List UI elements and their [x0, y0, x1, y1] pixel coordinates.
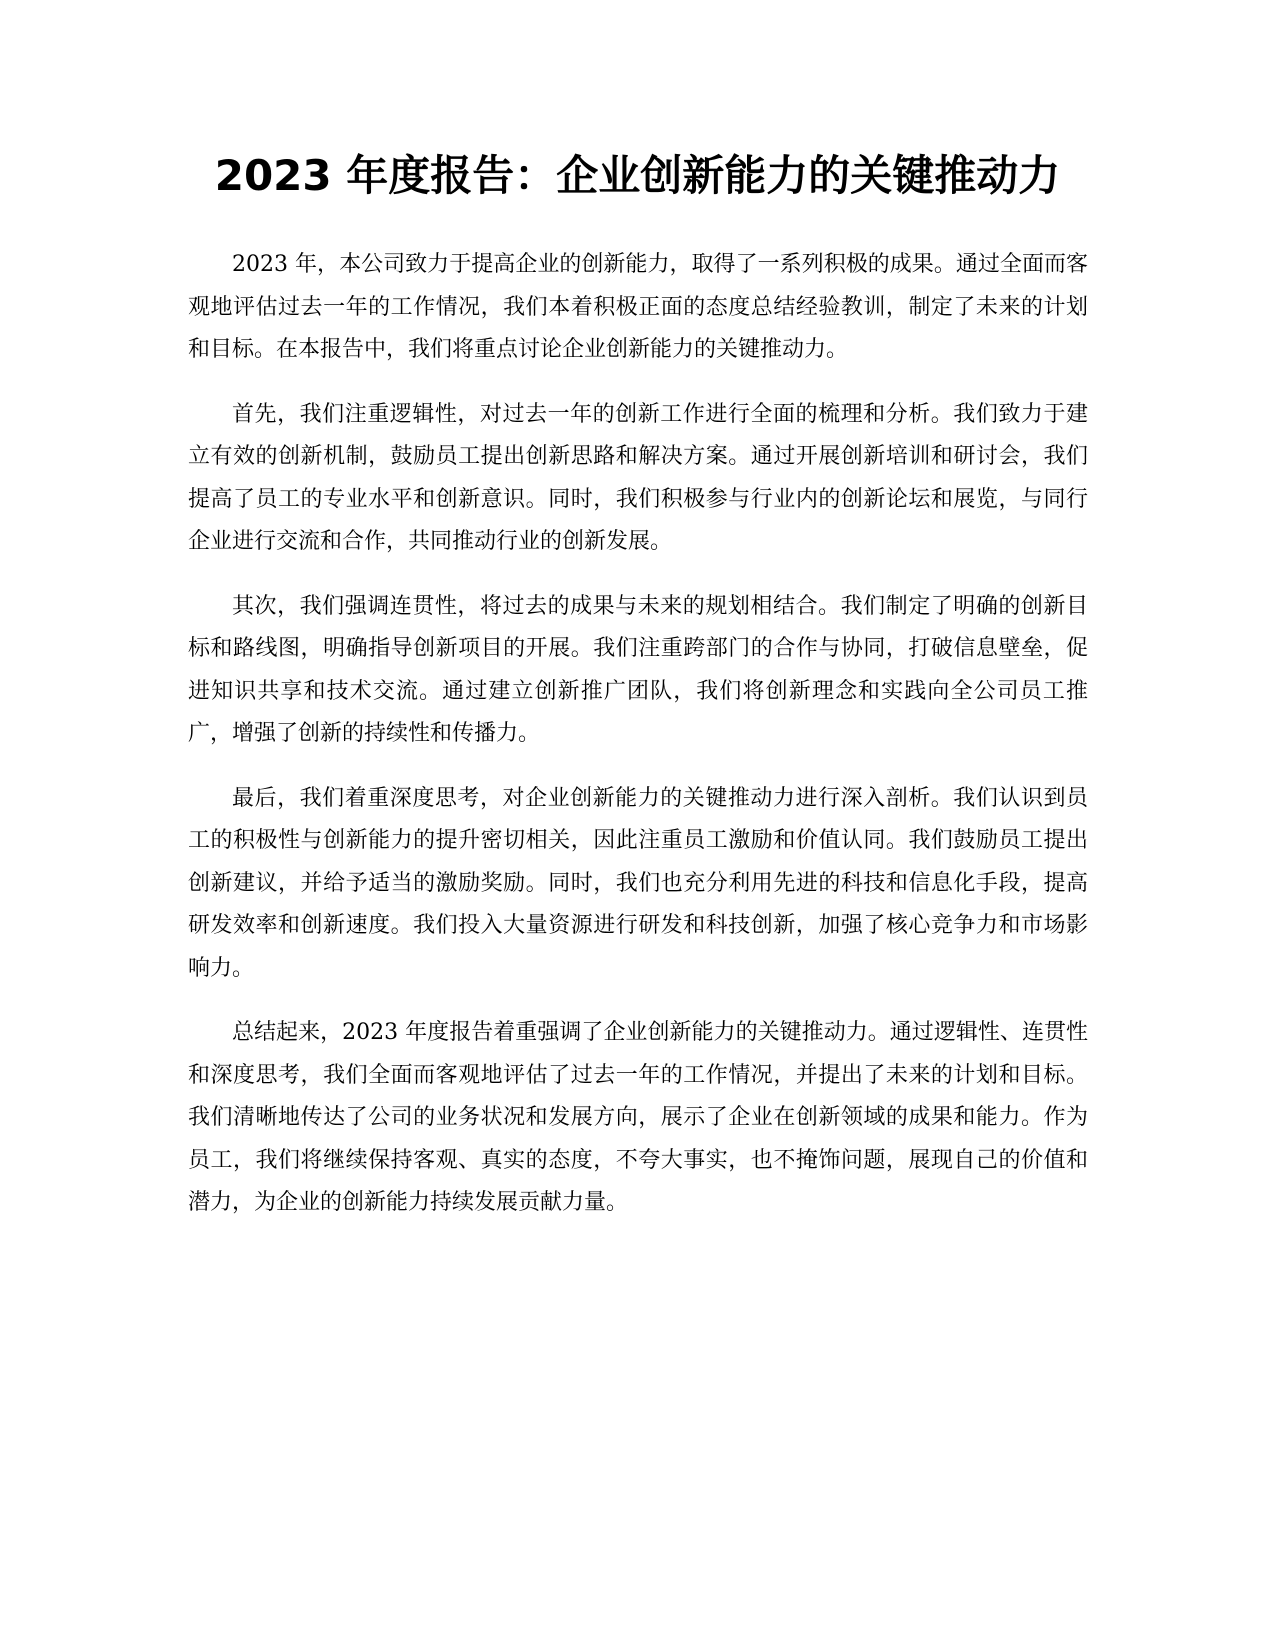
paragraph: 2023 年，本公司致力于提高企业的创新能力，取得了一系列积极的成果。通过全面而客观地评估过去一年的工作情况，我们本着积极正面的态度总结经验教训，制定了未来的计划和目标。在本报告中，我们将重点讨论企业创新能力的关键推动力。	[188, 252, 1088, 362]
paragraph: 总结起来，2023 年度报告着重强调了企业创新能力的关键推动力。通过逻辑性、连贯性和深度思考，我们全面而客观地评估了过去一年的工作情况，并提出了未来的计划和目标。我们清晰地传达了公司的业务状况和发展方向，展示了企业在创新领域的成果和能力。作为员工，我们将继续保持客观、真实的态度，不夸大事实，也不掩饰问题，展现自己的价值和潜力，为企业的创新能力持续发展贡献力量。	[188, 1020, 1088, 1215]
paragraph: 其次，我们强调连贯性，将过去的成果与未来的规划相结合。我们制定了明确的创新目标和路线图，明确指导创新项目的开展。我们注重跨部门的合作与协同，打破信息壁垒，促进知识共享和技术交流。通过建立创新推广团队，我们将创新理念和实践向全公司员工推广，增强了创新的持续性和传播力。	[188, 593, 1088, 746]
document-body	[188, 244, 1088, 1247]
document-title: 2023 年度报告：企业创新能力的关键推动力	[214, 151, 1061, 200]
paragraph: 最后，我们着重深度思考，对企业创新能力的关键推动力进行深入剖析。我们认识到员工的积极性与创新能力的提升密切相关，因此注重员工激励和价值认同。我们鼓励员工提出创新建议，并给予适当的激励奖励。同时，我们也充分利用先进的科技和信息化手段，提高研发效率和创新速度。我们投入大量资源进行研发和科技创新，加强了核心竞争力和市场影响力。	[188, 785, 1088, 981]
paragraph: 首先，我们注重逻辑性，对过去一年的创新工作进行全面的梳理和分析。我们致力于建立有效的创新机制，鼓励员工提出创新思路和解决方案。通过开展创新培训和研讨会，我们提高了员工的专业水平和创新意识。同时，我们积极参与行业内的创新论坛和展览，与同行企业进行交流和合作，共同推动行业的创新发展。	[188, 401, 1088, 554]
